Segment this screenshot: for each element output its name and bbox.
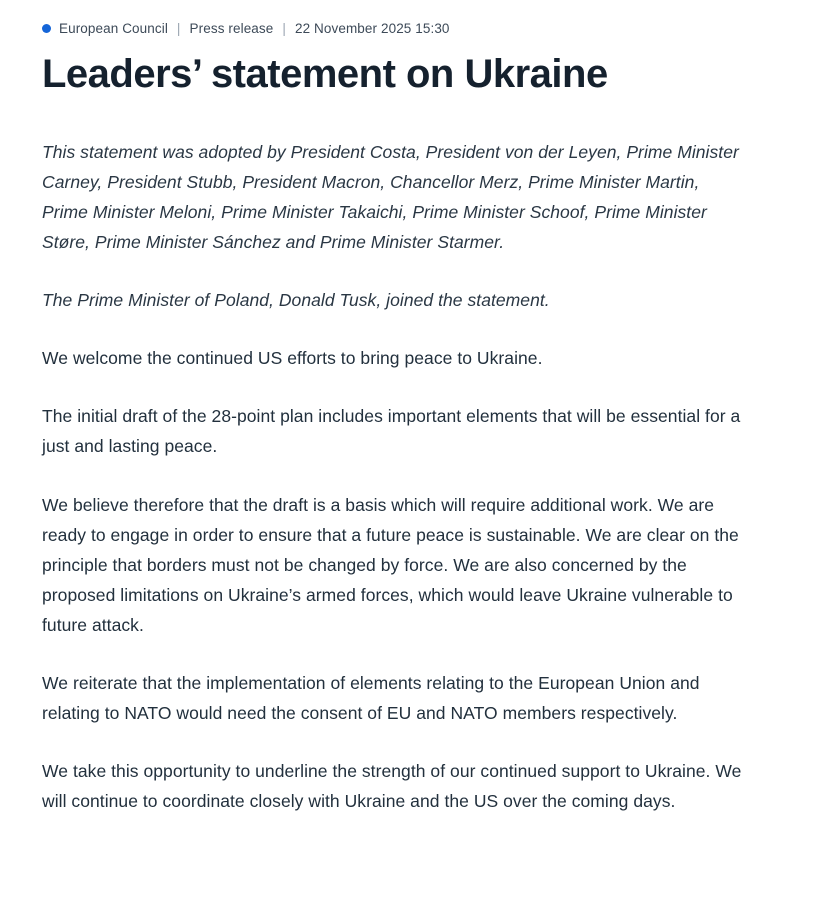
meta-source: European Council [59, 20, 168, 36]
article-paragraph: We reiterate that the implementation of elements relating to the European Union and relating to NATO would need the consent of EU and NATO members respectively. [42, 673, 700, 724]
article-body [42, 137, 745, 817]
article-paragraph: We take this opportunity to underline the strength of our continued support to Ukraine. We will continue to coordinate closely with Ukraine and the US over the coming days. [42, 761, 742, 812]
page-title: Leaders’ statement on Ukraine [42, 52, 608, 96]
meta-doc-type: Press release [189, 20, 274, 36]
article-meta [42, 18, 745, 38]
article-paragraph: We welcome the continued US efforts to bring peace to Ukraine. [42, 348, 543, 369]
meta-separator-1: | [176, 20, 181, 36]
article-paragraph: This statement was adopted by President Costa, President von der Leyen, Prime Minister Carney, President Stubb, President Macron, Chancellor Merz, Prime Minister Martin, Prime Minister Meloni, Prime Minister Takaichi, Prime Minister Schoof, Prime Minister Støre, Prime Minister Sánchez and Prime Minister Starmer. [42, 141, 739, 253]
meta-separator-2: | [282, 20, 286, 36]
article-paragraph: The initial draft of the 28-point plan includes important elements that will be essential for a just and lasting peace. [42, 406, 741, 457]
meta-date: 22 November 2025 15:30 [294, 20, 450, 36]
article-paragraph: The Prime Minister of Poland, Donald Tusk, joined the statement. [42, 290, 550, 311]
article-paragraph: We believe therefore that the draft is a basis which will require additional work. We are ready to engage in order to ensure that a future peace is sustainable. We are clear on the principle that borders must not be changed by force. We are also concerned by the proposed limitations on Ukraine’s armed forces, which would leave Ukraine vulnerable to future attack. [42, 494, 739, 635]
bullet-dot-icon [42, 24, 51, 33]
